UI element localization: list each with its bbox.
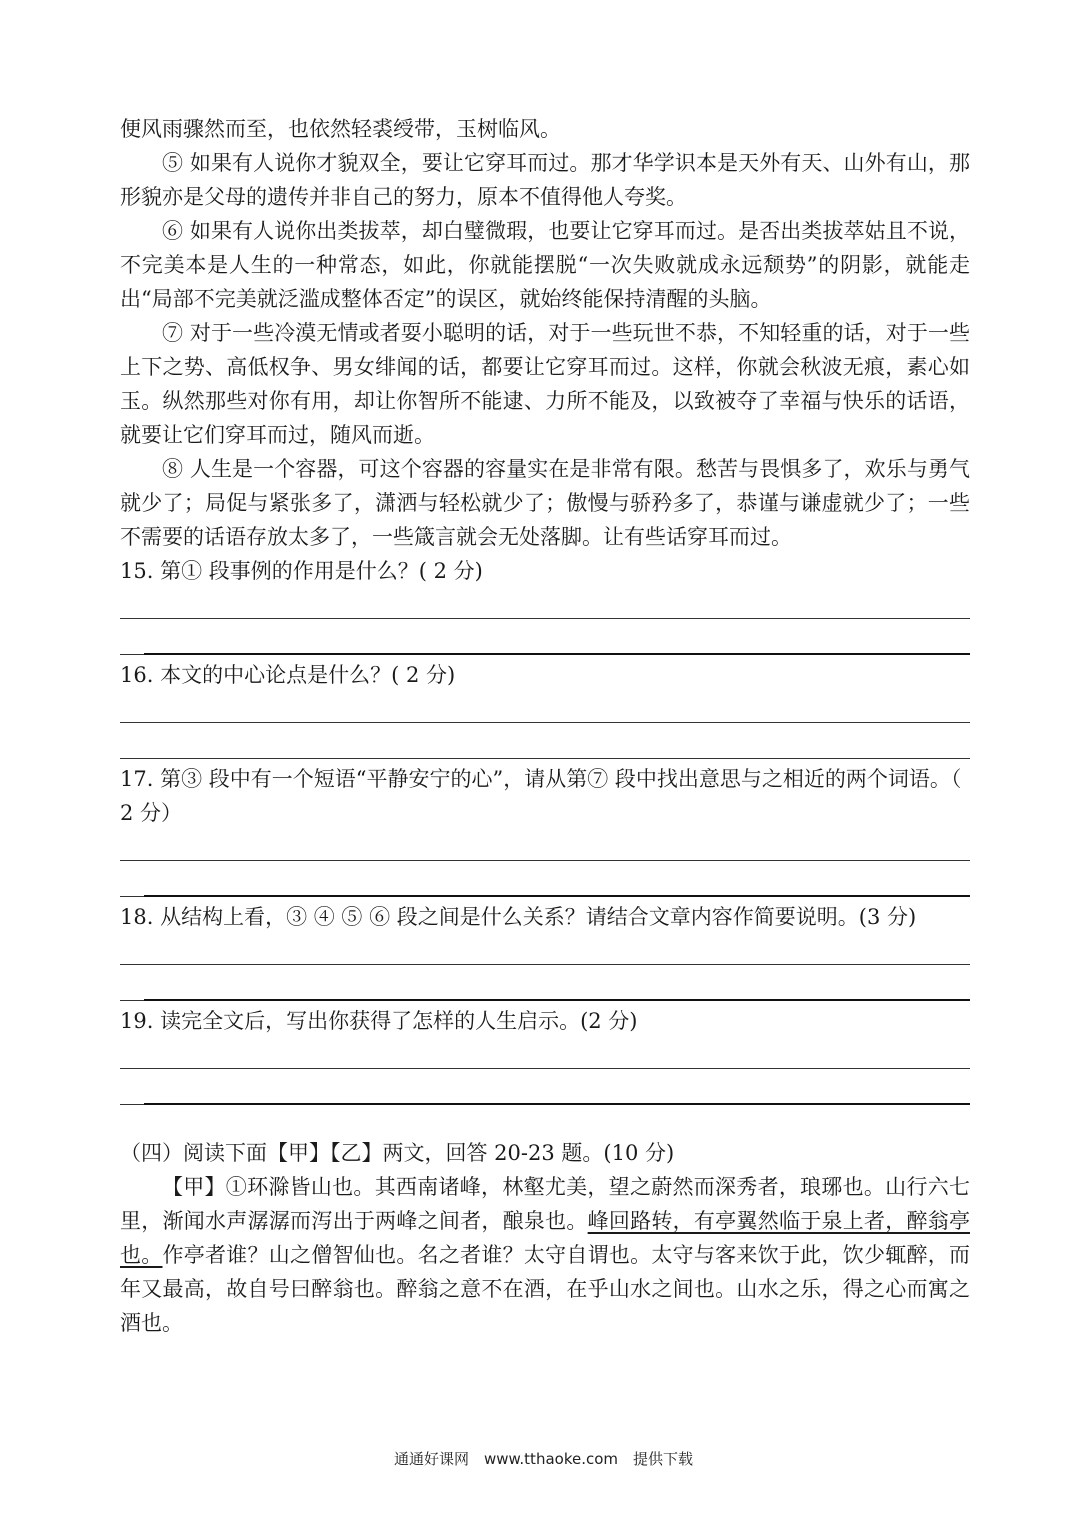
section-4-heading: （四）阅读下面【甲】【乙】两文，回答 20-23 题。(10 分) [120,1141,675,1165]
passage-jia-before: 【甲】①环滁皆山也。其西南诸峰，林壑尤美，望之蔚然而深秀者，琅琊也。山行六七里，渐闻水声潺潺而泻出于两峰之间者，酿泉也。 [120,1175,970,1233]
document-page [120,112,970,1340]
passage-jia [120,1170,970,1340]
question-19: 19. 读完全文后，写出你获得了怎样的人生启示。(2 分) [120,1009,638,1033]
paragraph-7: ⑦ 对于一些冷漠无情或者耍小聪明的话，对于一些玩世不恭，不知轻重的话，对于一些上下之势、高低权争、男女绯闻的话，都要让它穿耳而过。这样，你就会秋波无痕，素心如玉。纵然那些对你有用，却让你智所不能逮、力所不能及，以致被夺了幸福与快乐的话语，就要让它们穿耳而过，随风而逝。 [120,321,970,447]
question-18: 18. 从结构上看，③ ④ ⑤ ⑥ 段之间是什么关系？请结合文章内容作简要说明。(3 分) [120,905,917,929]
question-15: 15. 第① 段事例的作用是什么？( 2 分) [120,559,483,583]
answer-lines-16[interactable] [120,692,970,762]
paragraph-8: ⑧ 人生是一个容器，可这个容器的容量实在是非常有限。愁苦与畏惧多了，欢乐与勇气就少了；局促与紧张多了，潇洒与轻松就少了；傲慢与骄矜多了，恭谨与谦虚就少了；一些不需要的话语存放太多了，一些箴言就会无处落脚。让有些话穿耳而过。 [120,457,970,549]
question-16: 16. 本文的中心论点是什么？( 2 分) [120,663,456,687]
passage-jia-underlined: 峰回路转，有亭翼然临于泉上者，醉翁亭也。 [120,1209,970,1267]
paragraph-6: ⑥ 如果有人说你出类拔萃，却白璧微瑕，也要让它穿耳而过。是否出类拔萃姑且不说，不完美本是人生的一种常态，如此，你就能摆脱“一次失败就成永远颓势”的阴影，就能走出“局部不完美就泛滥成整体否定”的误区，就始终能保持清醒的头脑。 [120,219,970,311]
answer-lines-19[interactable] [120,1038,970,1108]
page-footer: 通通好课网 www.tthaoke.com 提供下载 [393,1450,694,1468]
passage-jia-after: 作亭者谁？山之僧智仙也。名之者谁？太守自谓也。太守与客来饮于此，饮少辄醉，而年又最高，故自号曰醉翁也。醉翁之意不在酒，在乎山水之间也。山水之乐，得之心而寓之酒也。 [120,1243,970,1335]
answer-lines-18[interactable] [120,934,970,1004]
answer-lines-17[interactable] [120,830,970,900]
question-17: 17. 第③ 段中有一个短语“平静安宁的心”，请从第⑦ 段中找出意思与之相近的两个词语。（ 2 分） [120,767,962,825]
paragraph-4-tail: 便风雨骤然而至，也依然轻裘绶带，玉树临风。 [120,117,561,141]
answer-lines-15[interactable] [120,588,970,658]
paragraph-5: ⑤ 如果有人说你才貌双全，要让它穿耳而过。那才华学识本是天外有天、山外有山，那形貌亦是父母的遗传并非自己的努力，原本不值得他人夸奖。 [120,151,970,209]
